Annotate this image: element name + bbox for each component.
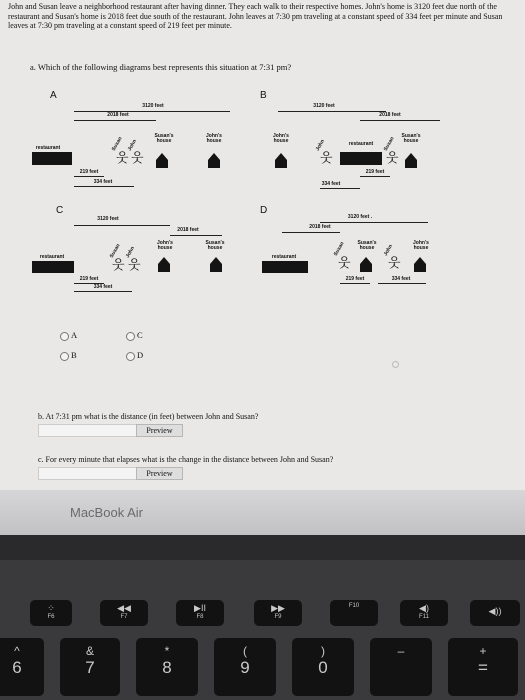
- house-icon: [405, 153, 417, 160]
- decorative-dot: [392, 361, 399, 368]
- distance-label: 3120 feet: [97, 216, 119, 222]
- rewind-icon: ◀◀: [117, 603, 131, 613]
- preview-b-button[interactable]: Preview: [136, 424, 183, 437]
- speed-line: [74, 176, 104, 177]
- key-f10[interactable]: F10: [330, 600, 378, 626]
- speed-label: 334 feet: [93, 179, 113, 185]
- house-label: John's house: [413, 240, 429, 251]
- volume-up-icon: ◀)): [488, 606, 502, 616]
- speed-label: 219 feet: [365, 169, 385, 175]
- house-icon: [405, 160, 417, 168]
- distance-line: [74, 225, 170, 226]
- radio-icon[interactable]: [60, 332, 69, 341]
- speed-label: 219 feet: [79, 169, 99, 175]
- choice-a[interactable]: A: [60, 330, 77, 341]
- house-icon: [156, 153, 168, 160]
- house-icon: [208, 153, 220, 160]
- distance-label: 3120 feet: [313, 103, 335, 109]
- person-icon: 웃: [320, 151, 333, 166]
- person-icon: 웃: [386, 151, 399, 166]
- house-icon: [414, 257, 426, 264]
- house-label: John's house: [273, 133, 289, 144]
- walker-label: Susan: [110, 135, 124, 152]
- speed-line: [360, 176, 390, 177]
- key-8[interactable]: * 8: [136, 638, 198, 696]
- restaurant-label: restaurant: [348, 141, 374, 147]
- speed-label: 219 feet: [79, 276, 99, 282]
- person-icon: 웃: [116, 151, 129, 166]
- radio-icon[interactable]: [60, 352, 69, 361]
- distance-label: 3120 feet: [142, 103, 164, 109]
- house-icon: [360, 257, 372, 264]
- house-icon: [210, 264, 222, 272]
- distance-label: 2018 feet: [177, 227, 199, 233]
- distance-label: 2018 feet: [107, 112, 129, 118]
- key-7[interactable]: & 7: [60, 638, 120, 696]
- distance-line: [74, 111, 230, 112]
- walker-label: Susan: [332, 240, 346, 257]
- house-icon: [414, 264, 426, 272]
- person-icon: 웃: [128, 258, 141, 273]
- choice-b[interactable]: B: [60, 350, 77, 361]
- house-label: Susan's house: [357, 240, 377, 251]
- house-label: Susan's house: [205, 240, 225, 251]
- speed-line: [320, 188, 360, 189]
- distance-line: [282, 232, 340, 233]
- house-icon: [158, 257, 170, 264]
- house-icon: [208, 160, 220, 168]
- answer-b-input[interactable]: [38, 424, 138, 437]
- key-f11[interactable]: ◀) F11: [400, 600, 448, 626]
- fast-forward-icon: ▶▶: [271, 603, 285, 613]
- key-6[interactable]: ^ 6: [0, 638, 44, 696]
- choice-c[interactable]: C: [126, 330, 143, 341]
- distance-line: [278, 111, 386, 112]
- speed-label: 219 feet: [345, 276, 365, 282]
- key-9[interactable]: ( 9: [214, 638, 276, 696]
- diagram-b: [260, 90, 460, 200]
- speed-label: 334 feet: [321, 181, 341, 187]
- walker-label: John: [126, 138, 138, 152]
- house-icon: [156, 160, 168, 168]
- restaurant-label: restaurant: [271, 254, 297, 260]
- house-label: John's house: [157, 240, 173, 251]
- speed-label: 334 feet: [391, 276, 411, 282]
- distance-label: 3120 feet .: [347, 214, 373, 220]
- diagram-letter: D: [260, 205, 268, 216]
- distance-label: 2018 feet: [309, 224, 331, 230]
- walker-label: Susan: [108, 242, 122, 259]
- volume-down-icon: ◀): [419, 603, 429, 613]
- preview-c-button[interactable]: Preview: [136, 467, 183, 480]
- radio-icon[interactable]: [126, 332, 135, 341]
- restaurant-block: [340, 152, 382, 165]
- play-pause-icon: ▶II: [194, 603, 206, 613]
- key-plus[interactable]: + =: [448, 638, 518, 696]
- person-icon: 웃: [338, 256, 351, 271]
- distance-line: [360, 120, 440, 121]
- problem-statement: John and Susan leave a neighborhood restaurant after having dinner. They each walk to their respective homes. John's home is 3120 feet due north of the restaurant and Susan's home is 2018 feet due south of the restaurant. John leaves at 7:30 pm traveling at a constant speed of 334 feet per minute and Susan leaves at 7:30 pm traveling at a constant speed of 219 feet per minute.: [8, 2, 503, 30]
- distance-line: [74, 120, 156, 121]
- keyboard-brightness-icon: ⁘: [47, 603, 55, 613]
- speed-line: [340, 283, 370, 284]
- key-f12[interactable]: [470, 600, 520, 626]
- house-icon: [275, 153, 287, 160]
- answer-c-input[interactable]: [38, 467, 138, 480]
- walker-label: John: [124, 245, 136, 259]
- restaurant-label: restaurant: [35, 145, 61, 151]
- diagram-letter: C: [56, 205, 64, 216]
- speed-line: [74, 291, 132, 292]
- house-icon: [360, 264, 372, 272]
- diagram-a: [28, 90, 248, 200]
- diagram-letter: A: [50, 90, 57, 101]
- question-c: c. For every minute that elapses what is the change in the distance between John and Susan?: [38, 455, 334, 464]
- house-label: John's house: [206, 133, 222, 144]
- key-f6[interactable]: ⁘ F6: [30, 600, 72, 626]
- keyboard: [0, 560, 525, 700]
- speed-label: 334 feet: [93, 284, 113, 290]
- house-label: Susan's house: [401, 133, 421, 144]
- distance-line: [170, 235, 222, 236]
- person-icon: 웃: [131, 151, 144, 166]
- laptop-brand: MacBook Air: [70, 505, 143, 520]
- restaurant-block: [262, 261, 308, 273]
- restaurant-label: restaurant: [39, 254, 65, 260]
- diagram-d: [260, 205, 460, 295]
- house-icon: [275, 160, 287, 168]
- speed-line: [378, 283, 426, 284]
- restaurant-block: [32, 261, 74, 273]
- house-icon: [158, 264, 170, 272]
- key-minus[interactable]: –: [370, 638, 432, 696]
- key-f8[interactable]: ▶II F8: [176, 600, 224, 626]
- distance-line: [320, 222, 428, 223]
- diagram-c: [28, 205, 248, 295]
- key-f9[interactable]: ▶▶ F9: [254, 600, 302, 626]
- question-b: b. At 7:31 pm what is the distance (in feet) between John and Susan?: [38, 412, 259, 421]
- house-icon: [210, 257, 222, 264]
- diagram-letter: B: [260, 90, 267, 101]
- walker-label: John: [314, 138, 326, 152]
- question-a: a. Which of the following diagrams best represents this situation at 7:31 pm?: [30, 62, 292, 72]
- speed-line: [74, 186, 134, 187]
- radio-icon[interactable]: [126, 352, 135, 361]
- house-label: Susan's house: [154, 133, 174, 144]
- walker-label: John: [382, 243, 394, 257]
- restaurant-block: [32, 152, 72, 165]
- key-0[interactable]: ) 0: [292, 638, 354, 696]
- person-icon: 웃: [388, 256, 401, 271]
- person-icon: 웃: [112, 258, 125, 273]
- key-f7[interactable]: ◀◀ F7: [100, 600, 148, 626]
- walker-label: Susan: [382, 135, 396, 152]
- distance-label: 2018 feet: [379, 112, 401, 118]
- choice-d[interactable]: D: [126, 350, 143, 361]
